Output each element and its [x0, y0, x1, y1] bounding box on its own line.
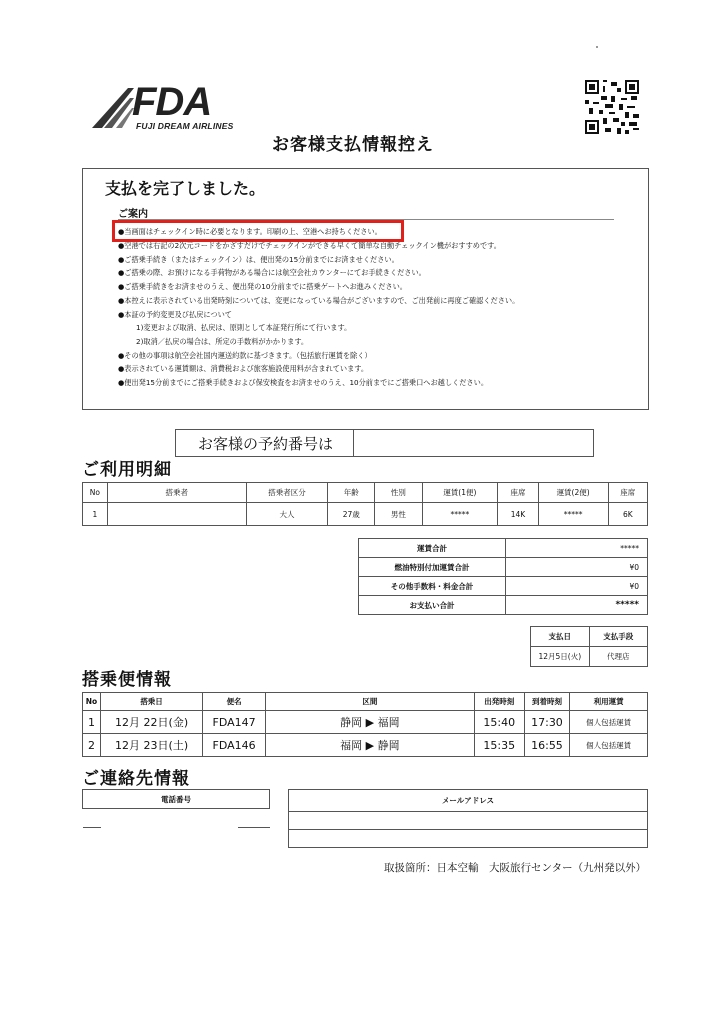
payment-table [530, 626, 648, 667]
col-header: 運賃(1便) [422, 483, 498, 503]
fare-value: ¥0 [506, 558, 648, 577]
fare-value: ***** [506, 539, 648, 558]
guide-label: ご案内 [118, 209, 148, 220]
col-header: 支払日 [531, 627, 590, 647]
cell: 6K [608, 503, 647, 526]
notice-line: ●本証の予約変更及び払戻について [118, 310, 232, 319]
col-header: No [83, 693, 101, 711]
col-header: 搭乗者区分 [246, 483, 327, 503]
notice-subline: 1)変更および取消、払戻は、原則として本証発行所にて行います。 [136, 323, 352, 332]
col-header: 座席 [608, 483, 647, 503]
col-header: メールアドレス [289, 790, 648, 812]
notice-line: ●ご搭乗手続きをお済ませのうえ、便出発の10分前までに搭乗ゲートへお進みください。 [118, 282, 407, 291]
col-header: 搭乗者 [107, 483, 246, 503]
email-value [289, 830, 648, 848]
notice-line: ●その他の事項は航空会社国内運送約款に基づきます。（包括旅行運賃を除く） [118, 351, 372, 360]
fare-summary-table [358, 538, 648, 615]
table-header-row [531, 627, 648, 647]
notice-line: ●便出発15分前までにご搭乗手続きおよび保安検査をお済ませのうえ、10分前までにご搭乗口へお越しください。 [118, 378, 489, 387]
table-row [83, 809, 270, 828]
cell [107, 503, 246, 526]
contact-section-title: ご連絡先情報 [82, 769, 190, 789]
highlight-annotation-box [112, 220, 404, 242]
fare-total-value: ***** [506, 596, 648, 615]
fare-label: 燃油特別付加運賃合計 [359, 558, 506, 577]
col-header: 性別 [375, 483, 422, 503]
email-value [289, 812, 648, 830]
scan-speck [596, 46, 598, 48]
table-header-row [83, 790, 270, 809]
cell: 16:55 [524, 734, 570, 757]
fare-label: その他手数料・料金合計 [359, 577, 506, 596]
cell: 15:40 [474, 711, 524, 734]
col-header: 利用運賃 [570, 693, 648, 711]
col-header: 座席 [498, 483, 538, 503]
brand-logo: FDA [132, 80, 212, 124]
cell: 福岡 ▶ 静岡 [265, 734, 474, 757]
usage-section-title: ご利用明細 [82, 460, 172, 480]
table-row [83, 734, 648, 757]
cell: 12月 23日(土) [100, 734, 202, 757]
col-header: 電話番号 [83, 790, 270, 809]
col-header: 到着時刻 [524, 693, 570, 711]
notice-line-checkin-required: ●当画面はチェックイン時に必要となります。印刷の上、空港へお持ちください。 [118, 227, 382, 236]
table-row [83, 711, 648, 734]
qr-code-icon [585, 80, 639, 134]
fda-wing-logo-icon [88, 86, 136, 130]
notice-subline: 2)取消／払戻の場合は、所定の手数料がかかります。 [136, 337, 309, 346]
table-row [359, 596, 648, 615]
col-header: 区間 [265, 693, 474, 711]
cell: 個人包括運賃 [570, 711, 648, 734]
page-title: お客様支払情報控え [272, 135, 434, 155]
cell: 15:35 [474, 734, 524, 757]
table-row [289, 812, 648, 830]
table-row [289, 830, 648, 848]
table-row [359, 577, 648, 596]
fare-label: 運賃合計 [359, 539, 506, 558]
fare-value: ¥0 [506, 577, 648, 596]
table-header-row [83, 693, 648, 711]
notice-line: ●表示されている運賃額は、消費税および旅客施設使用料が含まれています。 [118, 364, 369, 373]
usage-table [82, 482, 648, 526]
table-header-row [289, 790, 648, 812]
col-header: 運賃(2便) [538, 483, 608, 503]
fare-label: お支払い合計 [359, 596, 506, 615]
payment-method: 代理店 [589, 647, 647, 667]
phone-value [83, 809, 270, 828]
cell: FDA147 [203, 711, 266, 734]
cell: 17:30 [524, 711, 570, 734]
cell: 12月 22日(金) [100, 711, 202, 734]
flight-section-title: 搭乗便情報 [82, 670, 172, 690]
col-header: 出発時刻 [474, 693, 524, 711]
col-header: 搭乗日 [100, 693, 202, 711]
cell: FDA146 [203, 734, 266, 757]
col-header: 便名 [203, 693, 266, 711]
col-header: No [83, 483, 108, 503]
table-row [359, 539, 648, 558]
cell: 27歳 [328, 503, 375, 526]
cell: 2 [83, 734, 101, 757]
cell: ***** [538, 503, 608, 526]
email-table [288, 789, 648, 848]
cell: 1 [83, 503, 108, 526]
notice-heading: 支払を完了しました。 [105, 179, 266, 198]
cell: 静岡 ▶ 福岡 [265, 711, 474, 734]
col-header: 支払手段 [589, 627, 647, 647]
reservation-number-label: お客様の予約番号は [178, 430, 354, 456]
col-header: 年齢 [328, 483, 375, 503]
flight-table [82, 692, 648, 757]
notice-line: ●ご搭乗の際、お預けになる手荷物がある場合には航空会社カウンターにてお手続きください。 [118, 268, 426, 277]
notice-line: ●本控えに表示されている出発時刻については、変更になっている場合がございますので、ご出発前に再度ご確認ください。 [118, 296, 520, 305]
cell: 大人 [246, 503, 327, 526]
cell: 1 [83, 711, 101, 734]
cell: 個人包括運賃 [570, 734, 648, 757]
brand-subtitle: FUJI DREAM AIRLINES [136, 121, 234, 131]
cell: 男性 [375, 503, 422, 526]
notice-line: ●空港では右記の2次元コードをかざすだけでチェックインができる早くて簡単な自動チェックイン機がおすすめです。 [118, 241, 501, 250]
cell: ***** [422, 503, 498, 526]
cell: 14K [498, 503, 538, 526]
table-row [359, 558, 648, 577]
table-row [531, 647, 648, 667]
payment-date: 12月5日(火) [531, 647, 590, 667]
table-header-row [83, 483, 648, 503]
handling-office: 取扱箇所：日本空輸 大阪旅行センター（九州発以外） [384, 862, 647, 874]
table-row [83, 503, 648, 526]
notice-line: ●ご搭乗手続き（またはチェックイン）は、便出発の15分前までにお済ませください。 [118, 255, 399, 264]
phone-table [82, 789, 270, 827]
